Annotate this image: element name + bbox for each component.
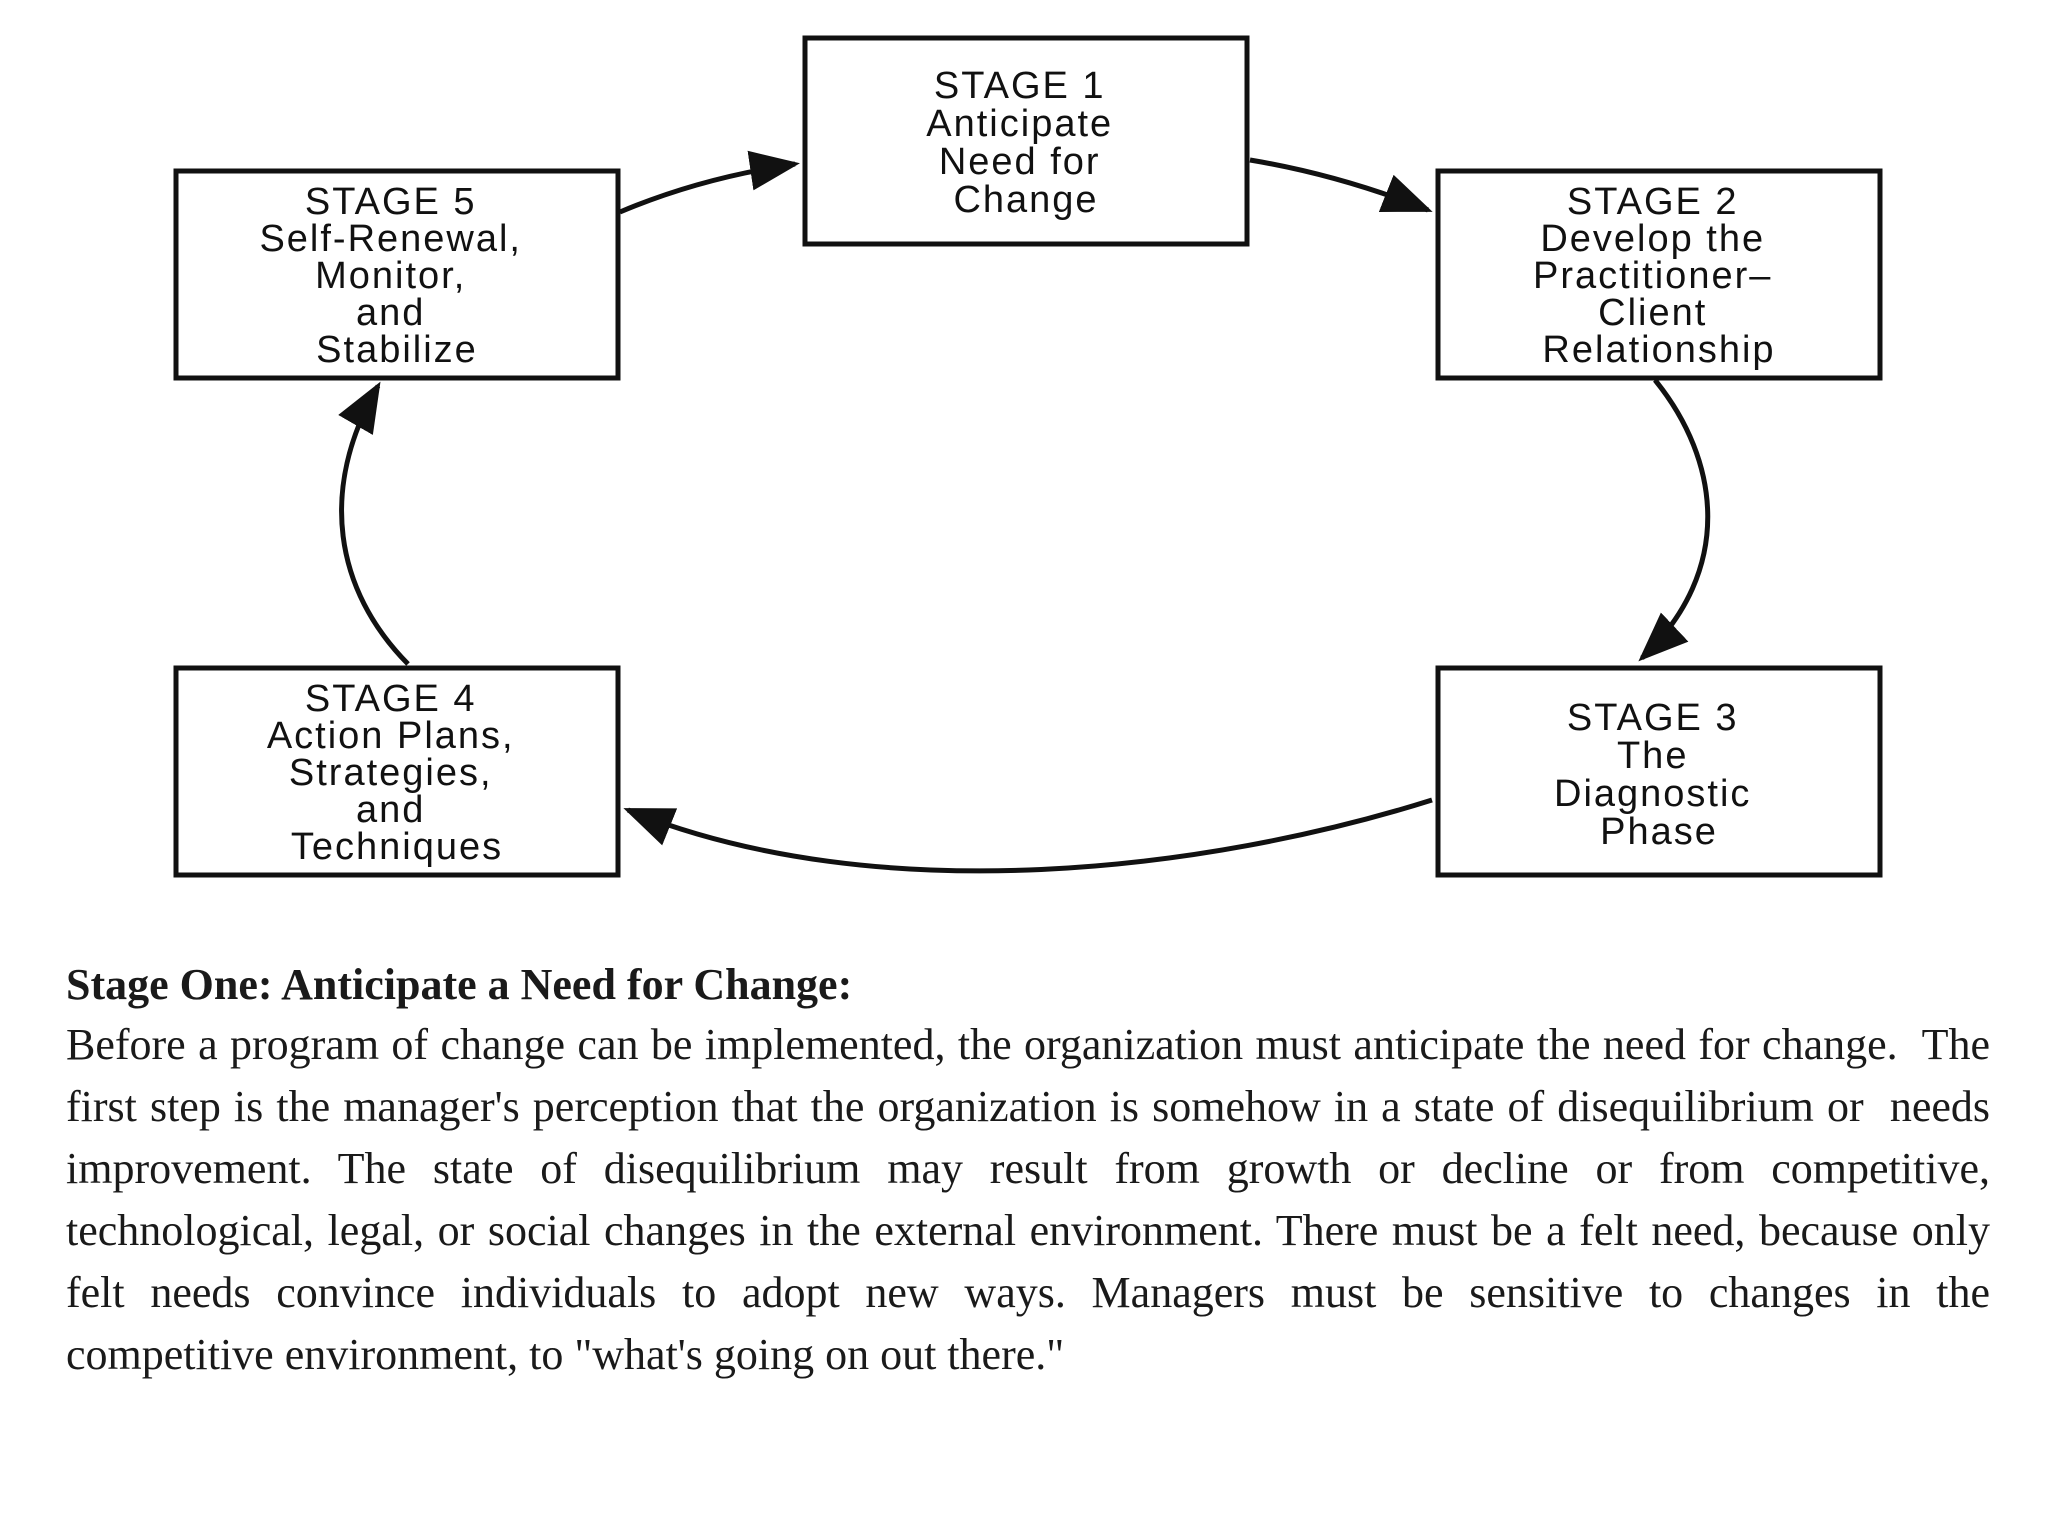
stage-5-line: Monitor,: [315, 255, 467, 297]
stage-one-description: [66, 956, 2012, 1386]
arrow-stage3-to-stage4: [628, 800, 1432, 871]
stage-4-box: [176, 668, 618, 875]
stage-3-line: STAGE 3: [1566, 697, 1739, 739]
arrow-stage5-to-stage1: [620, 164, 795, 212]
stage-5-line: Self-Renewal,: [259, 218, 522, 260]
arrow-stage1-to-stage2: [1250, 160, 1428, 210]
stage-4-line: Strategies,: [288, 752, 493, 794]
stage-5-line: and: [356, 292, 426, 334]
stage-2-line: Relationship: [1542, 329, 1776, 371]
stage-5-line: STAGE 5: [304, 181, 477, 223]
stage-2-box: [1438, 171, 1880, 378]
stage-4-line: Action Plans,: [266, 715, 515, 757]
stage-3-box: [1438, 668, 1880, 875]
stage-4-line: and: [356, 789, 426, 831]
stage-1-box: [805, 38, 1247, 244]
stage-3-line: Diagnostic: [1554, 773, 1752, 815]
stage-2-line: Practitioner–: [1533, 255, 1773, 297]
arrow-stage2-to-stage3: [1642, 380, 1708, 658]
stage-4-line: Techniques: [290, 826, 504, 868]
stage-1-line: Anticipate: [926, 103, 1114, 145]
stage-1-line: Change: [953, 179, 1099, 221]
svg-text:STAGE 2 Develop the: [1533, 181, 1785, 371]
svg-text:STAGE 1 Anticipate: [926, 65, 1125, 221]
stage-1-line: Need for: [938, 141, 1101, 183]
section-paragraph: Before a program of change can be implemented, the organization must anticipate the need for change. The first step is the manager's perception that the organization is somehow in a state of disequilibrium or needs improvement. The state of disequilibrium may result from growth or decline or from competitive, technological, legal, or social changes in the external environment. There must be a felt need, because only felt needs convince individuals to adopt new ways. Managers must be sensitive to changes in the competitive environment, to "what's going on out there.": [66, 1020, 2012, 1379]
stage-2-line: STAGE 2: [1566, 181, 1739, 223]
stage-5-line: Stabilize: [316, 329, 478, 371]
stage-2-line: Client: [1598, 292, 1708, 334]
stage-3-line: Phase: [1600, 811, 1718, 853]
stage-1-line: STAGE 1: [933, 65, 1106, 107]
svg-text:STAGE 4 Action Plans,: [267, 678, 527, 868]
stage-5-box: [176, 171, 618, 378]
section-heading: Stage One: Anticipate a Need for Change:: [66, 960, 853, 1009]
stage-2-line: Develop the: [1540, 218, 1766, 260]
arrow-stage4-to-stage5: [342, 386, 408, 664]
stage-3-line: The: [1616, 735, 1689, 777]
stage-4-line: STAGE 4: [304, 678, 477, 720]
